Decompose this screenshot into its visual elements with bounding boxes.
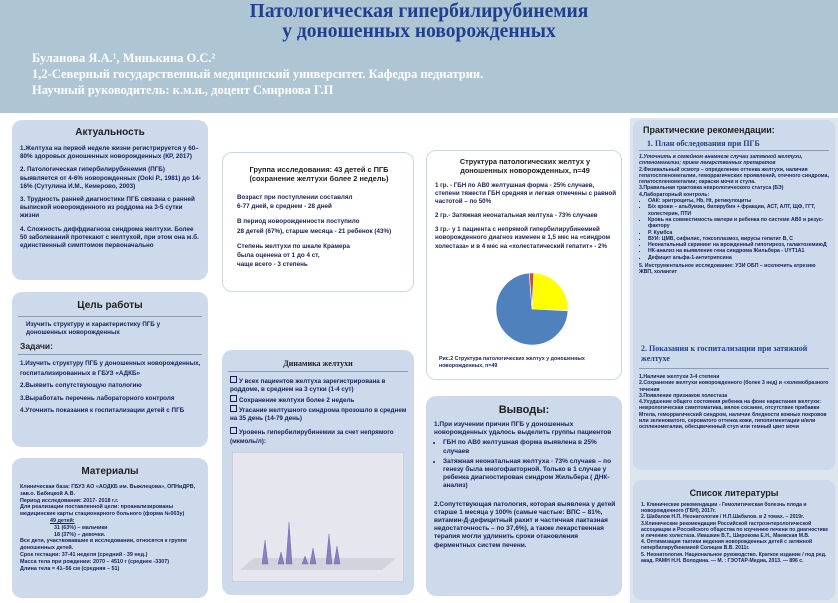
hospitalization-line: неврологическая симптоматика, вялое сосание, отсутствие прибавки Мтела, геморрагический синдром, наличие бледности кожных покровов или зеленоватого, сероватого оттенка кожи, гипопигментации и/или оспленомегалии, обесцвеченный стул или темный цвет мочи bbox=[639, 405, 827, 431]
goal-divider bbox=[18, 316, 202, 317]
materials-line: Длина тела = 41–56 см (средняя – 51) bbox=[20, 565, 120, 572]
dynamics-item: Сохранение желтухи более 2 недель bbox=[230, 395, 408, 405]
materials-line: Срок гестации: 37-41 неделя (средний - 39 нед.) bbox=[20, 551, 148, 558]
structure-pie-chart bbox=[467, 269, 597, 349]
materials-line: Период исследования: 2017- 2018 г.г. bbox=[20, 497, 119, 504]
hospitalization-line: 2.Сохранение желтухи новорожденного (более 3 нед) и «холемобразного течения bbox=[639, 380, 829, 393]
conclusions-section bbox=[426, 396, 622, 596]
relevance-title: Актуальность bbox=[75, 127, 145, 138]
lab-item: ▪ Р. Кумбса bbox=[648, 230, 829, 236]
hospitalization-line: 3.Появление признаков холестаза bbox=[639, 392, 728, 399]
dynamics-item: У всех пациентов желтуха зарегистрирована в роддоме, в среднем на 3 сутки (1-4 сут) bbox=[230, 378, 386, 394]
relevance-section bbox=[12, 120, 208, 280]
study-group-line: Возраст при поступлении составлял bbox=[237, 194, 353, 201]
structure-item: 3 гр.- у 1 пациента с непрямой гипербилирубинемией новорожденного диагноз изменен в 1,5 мес на «синдром холестаза» и в 4 мес на «холестатический гепатит» - 2% bbox=[435, 226, 611, 250]
checkbox-icon bbox=[230, 376, 237, 383]
conclusions-intro: 1.При изучении причин ПГБ у доношенных новорожденных удалось выделить группы пациентов bbox=[434, 421, 612, 437]
conclusions-body bbox=[434, 421, 616, 550]
study-group-line: чаще всего - 3 степень bbox=[237, 261, 308, 269]
exam-plan-divider bbox=[639, 150, 829, 151]
exam-plan-line: 5. Инструментальное исследование: УЗИ ОБП – исключить атрезию ЖВП, холангит bbox=[639, 263, 816, 276]
lab-item: ▪ НК-анализ на выявление гена синдрома Жильбера - UYT1A1 bbox=[648, 248, 829, 254]
exam-plan-line: 2.Физикальный осмотр – определение оттенка желтухи, наличия гепатоспленомегалии, геморрагических проявлений, отечного синдрома, гепатоспленомегалии; окраски мочи и стула. bbox=[639, 166, 829, 186]
materials-line: Все дети, участвовавшие в исследовании, относятся к группе доношенных детей. bbox=[20, 538, 187, 552]
materials-line: 49 детей: bbox=[50, 517, 75, 524]
materials-line: Для реализации поставленной цели: проанализированы медицинские карты стационарного больного (форма №003у) bbox=[20, 504, 185, 518]
references-list bbox=[641, 502, 829, 564]
task-item: 3.Выработать перечень лабораторного контроля bbox=[20, 394, 175, 402]
relevance-list bbox=[20, 145, 202, 250]
exam-plan-line: 3.Правильная трактовка неврологического статуса (БЭ) bbox=[639, 185, 784, 192]
study-group-lines bbox=[237, 193, 409, 269]
hospitalization-line: 4.Ухудшение общего состояния ребенка на фоне нарастания желтухи: bbox=[639, 399, 821, 406]
conclusions-point2: 2.Сопутствующая патология, которая выявлена у детей старше 1 месяца у 100% (самые частые: ВПС – 81%, витамин-Д-дефицитный рахит и частичная лактазная недостаточность – по 37,6%), а также лекарственная терапия могли удлинить сроки отановления ферментных систем печени. bbox=[434, 500, 616, 549]
poster-title-line2: у доношенных новорожденных bbox=[282, 21, 556, 42]
lab-item: ▪ ВУИ: ЦМВ, сифилис, токсоплазмоз, вирусы гепатит В, С bbox=[648, 236, 829, 242]
task-item: 4.Уточнить показания к госпитализации детей с ПГБ bbox=[20, 407, 185, 415]
bilirubin-bar-chart bbox=[232, 452, 404, 582]
materials-line: Масса тела при рождении: 2070 – 4510 г (среднее -3307) bbox=[20, 558, 170, 565]
structure-caption: Рис.2 Структура патологических желтух у доношенных новорожденных, n=49 bbox=[439, 356, 585, 369]
relevance-item: 2. Патологическая гипербилирубинемия (ПГБ) выявляется от 4-6% новорожденных (Ooki P., 1981) до 14-16% (Сутулина И.М., Кемерово, 2003) bbox=[20, 166, 201, 190]
study-group-line: 6-77 дней, в среднем - 28 дней bbox=[237, 203, 332, 211]
dynamics-list bbox=[230, 376, 408, 446]
relevance-item: 4. Сложность диффдиагноза синдрома желтухи. Более 50 заболеваний протекают с желтухой, при этом она м.б. единственный симптомом первоначально bbox=[20, 225, 199, 250]
reference-item: 5. Неонатология. Национальное руководство. Краткое издание / под ред. акад. РАМН Н.Н. Володина. — М. : ГЭОТАР-Медиа, 2013. — 896 с. bbox=[641, 551, 827, 564]
hospitalization-divider bbox=[639, 368, 829, 369]
materials-line: 18 (37%) – девочки. bbox=[54, 531, 106, 538]
reference-item: 3.Клинические рекомендации Российской гастроэнтерологической ассоциации и Российского общества по изучению печени по диагностике и лечению холестаза. Ивашкин В.Т., Широкова Е.Н., Маевская М.В. bbox=[641, 520, 829, 540]
poster-title-line1: Патологическая гипербилирубинемия bbox=[249, 1, 589, 22]
conclusion-bullet: • Затяжная неонатальная желтуха - 73% случаев – по генезу была многофакторной. Только в 1 случае у ребенка диагностирован синдром Жильбера ( ДНК-анализ) bbox=[443, 458, 616, 491]
checkbox-icon bbox=[230, 405, 237, 412]
hospitalization-line: 1.Наличие желтухи 3-4 степени bbox=[639, 374, 720, 380]
tasks-list bbox=[20, 359, 202, 416]
goal-tasks-section bbox=[12, 292, 208, 447]
study-group-section bbox=[222, 152, 414, 292]
task-item: 1.Изучить структуру ПГБ у доношенных новорожденных, госпитализированных в ГБУЗ «АДКБ» bbox=[20, 360, 201, 377]
structure-item: 1 гр. - ГБН по АВ0 желтушная форма - 25% случаев, степени тяжести ГБН средняя и легкая отмечены с равной частотой – по 50% bbox=[435, 182, 617, 206]
references-section bbox=[633, 480, 835, 600]
task-item: 2.Выявить сопутствующую патологию bbox=[20, 382, 142, 390]
checkbox-icon bbox=[230, 395, 237, 402]
lab-item: ▪ Дефицит альфа-1-антитрипсина bbox=[648, 255, 829, 261]
dynamics-item: Угасание желтушного синдрома прозошло в среднем на 35 день (14-79 день) bbox=[230, 406, 407, 423]
hospitalization-title: 2. Показания к госпитализации при затяжной желтухе bbox=[641, 344, 808, 363]
structure-item: 2 гр.- Затяжная неонатальная желтуха - 73% случаев bbox=[435, 212, 598, 220]
structure-list bbox=[435, 182, 617, 251]
poster-header bbox=[0, 0, 838, 113]
goal-text: Изучить структуру и характеристику ПГБ у доношенных новорожденных bbox=[26, 321, 161, 337]
structure-section bbox=[426, 150, 622, 380]
hospitalization-body bbox=[639, 374, 829, 431]
tasks-title: Задачи: bbox=[20, 341, 53, 351]
study-group-title: Группа исследования: 43 детей с ПГБ (сохранение желтухи более 2 недель) bbox=[249, 165, 389, 183]
exam-plan-title: 1. План обследования при ПГБ bbox=[647, 139, 760, 148]
reference-item: 1. Клинические рекомендации - Гемолитическая болезнь плода и новорожденного (ГБН), 2017г. bbox=[641, 502, 807, 515]
dynamics-title: Динамика желтухи bbox=[283, 359, 353, 368]
recommendations-section bbox=[633, 120, 835, 470]
exam-plan-body bbox=[639, 154, 829, 276]
lab-item: ▪ ОАК: эритроциты, Hb, Ht, ретикулоциты bbox=[648, 198, 829, 204]
exam-plan-line: 1.Уточнить в семейном анамнезе случаи затяжной желтухи, спленомегалии; прием лекарственных препаратов bbox=[639, 154, 803, 167]
references-title: Список литературы bbox=[689, 488, 779, 498]
tasks-divider bbox=[18, 354, 202, 355]
goal-title: Цель работы bbox=[77, 300, 143, 311]
recommendations-title: Практические рекомендации: bbox=[643, 125, 775, 135]
pie-slice-1 bbox=[532, 273, 568, 311]
dynamics-divider bbox=[228, 371, 408, 372]
lab-item: ▪ Кровь на совместимость матери и ребенка по системе АВ0 и резус-фактору bbox=[648, 217, 829, 230]
study-group-line: В период новорожденности поступило bbox=[237, 218, 360, 226]
study-group-line: 28 детей (67%), старше месяца - 21 ребенок (43%) bbox=[237, 227, 392, 235]
reference-item: 2. Шабалов Н.П. Неонатология / Н.П.Шабалов. в 2 томах. – 2019г. bbox=[641, 514, 805, 521]
checkbox-icon bbox=[230, 427, 237, 434]
conclusions-title: Выводы: bbox=[498, 404, 550, 416]
study-group-line: была оценена от 1 до 4 ст, bbox=[237, 252, 320, 260]
affiliation: 1,2-Северный государственный медицинский университет. Кафедра педиатрии. bbox=[32, 67, 484, 81]
conclusions-bullets bbox=[434, 439, 616, 490]
supervisor: Научный руководитель: к.м.н., доцент Смирнова Г.П bbox=[32, 83, 334, 97]
relevance-item: 1.Желтуха на первой неделе жизни регистрируется у 60–80% здоровых доношенных новорожденных (КР, 2017) bbox=[20, 145, 199, 161]
materials-line: 31 (63%) – мальчики bbox=[54, 524, 108, 531]
lab-list bbox=[639, 198, 829, 261]
materials-section bbox=[12, 458, 208, 598]
relevance-item: 3. Трудность ранней диагностики ПГБ связана с ранней выпиской новорожденного из роддома на 3-5 сутки жизни bbox=[20, 196, 195, 220]
conclusion-bullet: • ГБН по АВ0 желтушная форма выявлена в 25% случаев bbox=[443, 439, 616, 455]
authors: Буланова Я.А.¹, Минькина О.С.² bbox=[32, 51, 216, 65]
exam-plan-line: 4.Лабораторный контроль: bbox=[639, 191, 710, 198]
structure-title: Структура патологических желтух у доношенных новорожденных, n=49 bbox=[459, 157, 591, 175]
lab-item: ▪ Неонатальный скрининг на врожденный гипотиреоз, галактоземиюД bbox=[648, 242, 829, 248]
materials-line: Клиническая база: ГБУЗ АО «АОДКБ им. Выжлецова», ОПНиДРВ, зав.о. Бабицкой А.В. bbox=[20, 484, 196, 497]
reference-item: 4. Оптимизация тактики ведения новорожденных детей с затяжной гипербилирубинемией Солнцев В.В. 2011г. bbox=[641, 539, 813, 552]
lab-item: ▪ Б/х крови – альбумин, билирубин + фракции, АСТ, АЛТ, ЩФ, ГГТ, холестерин, ПТИ bbox=[648, 204, 829, 217]
study-group-line: Степень желтухи по шкале Крамера bbox=[237, 242, 350, 250]
dynamics-section bbox=[222, 350, 414, 595]
materials-list bbox=[20, 484, 202, 572]
materials-title: Материалы bbox=[81, 466, 139, 477]
dynamics-item: Уровень гипербилирубинемии за счет непрямого (мкмоль/л): bbox=[230, 429, 394, 445]
